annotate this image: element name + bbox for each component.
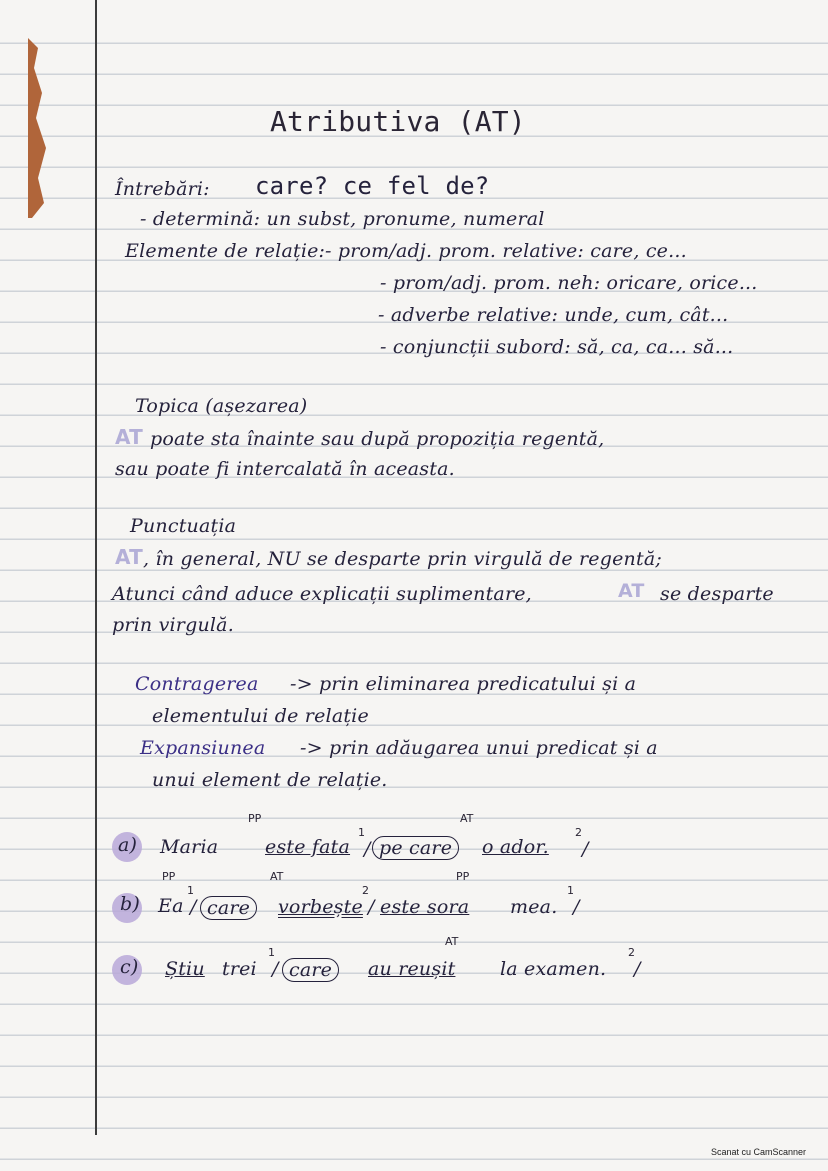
contragerea-text-2: elementului de relație <box>152 705 369 727</box>
example-c-num-1: 1 <box>268 946 275 959</box>
intrebari-value: care? ce fel de? <box>255 172 490 200</box>
example-a-label-1: PP <box>248 812 262 825</box>
expansiunea-text-2: unui element de relație. <box>152 769 388 791</box>
example-c-marker: c) <box>120 956 139 978</box>
topica-heading: Topica (așezarea) <box>135 395 308 417</box>
example-b-word-3: vorbește <box>278 896 363 918</box>
example-a-word-3: pe care <box>372 836 459 860</box>
punctuatia-heading: Punctuația <box>130 515 237 537</box>
example-c-word-3: care <box>282 958 339 982</box>
contragerea-label: Contragerea <box>135 673 259 695</box>
example-b-label-2: AT <box>270 870 284 883</box>
example-a-label-2: AT <box>460 812 474 825</box>
topica-line-2: sau poate fi intercalată în aceasta. <box>115 458 455 480</box>
margin-line <box>95 0 97 1135</box>
example-b-word-5: mea. <box>510 896 558 918</box>
expansiunea-text: -> prin adăugarea unui predicat și a <box>300 737 658 759</box>
intrebari-label: Întrebări: <box>115 178 210 200</box>
example-b-label-1: PP <box>162 870 176 883</box>
example-c-label-1: AT <box>445 935 459 948</box>
example-b-marker: b) <box>120 893 140 915</box>
torn-edge <box>28 38 50 218</box>
example-b-label-3: PP <box>456 870 470 883</box>
topica-hl: AT <box>115 425 143 449</box>
notebook-page: Atributiva (AT) Întrebări: care? ce fel de? - determină: un subst, pronume, numeral Elemente de relație: - prom/adj. prom. relative: care, ce... - prom/adj. prom. neh: oricare, orice... - adverbe relative: unde, cum, cât... - conjuncții subord: să, ca, ca... să... Topica (așezarea) AT poate sta înainte sau după propoziția regentă, sau poate fi intercalată în aceasta. Punctuația AT , în general, NU se desparte prin virgulă de regentă; Atunci când aduce explicații suplimentare, AT se desparte prin virgulă. Contragerea -> prin eliminarea predicatului și a elementului de relație Expansiunea -> prin adăugarea unui predicat și a unui element de relație. a) Maria PP este fata 1 / AT pe care o ador. 2 / b) PP Ea 1 / care AT vorbește 2 / PP este sora mea. 1 / c) Știu trei 1 / care AT au reușit la examen. 2 / Scanat cu CamScanner <box>0 0 828 1171</box>
contragerea-text: -> prin eliminarea predicatului și a <box>290 673 637 695</box>
punct-line-1: , în general, NU se desparte prin virgulă de regentă; <box>143 548 662 570</box>
example-a-num-2: 2 <box>575 826 582 839</box>
determina-line: - determină: un subst, pronume, numeral <box>140 208 545 230</box>
elemente-line-4: - conjuncții subord: să, ca, ca... să... <box>380 336 734 358</box>
punct-hl-1: AT <box>115 545 143 569</box>
example-b-word-4: este sora <box>380 896 470 918</box>
example-a-word-4: o ador. <box>482 836 549 858</box>
example-a-word-2: este fata <box>265 836 351 858</box>
example-c-num-2: 2 <box>628 946 635 959</box>
example-c-word-4: au reușit <box>368 958 456 980</box>
punct-hl-2: AT <box>618 580 645 602</box>
example-b-word-2: care <box>200 896 257 920</box>
example-a-word-1: Maria <box>160 836 219 858</box>
page-title: Atributiva (AT) <box>270 105 526 138</box>
footer-watermark: Scanat cu CamScanner <box>710 1147 806 1157</box>
punct-line-2b: se desparte <box>660 583 774 605</box>
punct-line-3: prin virgulă. <box>112 614 234 636</box>
topica-line-1: poate sta înainte sau după propoziția regentă, <box>150 428 605 450</box>
example-c-word-1: Știu <box>165 958 205 980</box>
elemente-line-2: - prom/adj. prom. neh: oricare, orice... <box>380 272 758 294</box>
example-b-num-1: 1 <box>187 884 194 897</box>
example-b-num-3: 1 <box>567 884 574 897</box>
example-b-num-2: 2 <box>362 884 369 897</box>
example-a-marker: a) <box>118 834 138 856</box>
punct-line-2a: Atunci când aduce explicații suplimentare, <box>112 583 532 605</box>
example-a-num-1: 1 <box>358 826 365 839</box>
elemente-label: Elemente de relație: <box>125 240 326 262</box>
elemente-line-1: - prom/adj. prom. relative: care, ce... <box>325 240 687 262</box>
example-b-word-1: Ea <box>158 895 184 917</box>
example-c-word-2: trei <box>222 958 257 980</box>
example-c-word-5: la examen. <box>500 958 607 980</box>
expansiunea-label: Expansiunea <box>140 737 266 759</box>
elemente-line-3: - adverbe relative: unde, cum, cât... <box>378 304 729 326</box>
